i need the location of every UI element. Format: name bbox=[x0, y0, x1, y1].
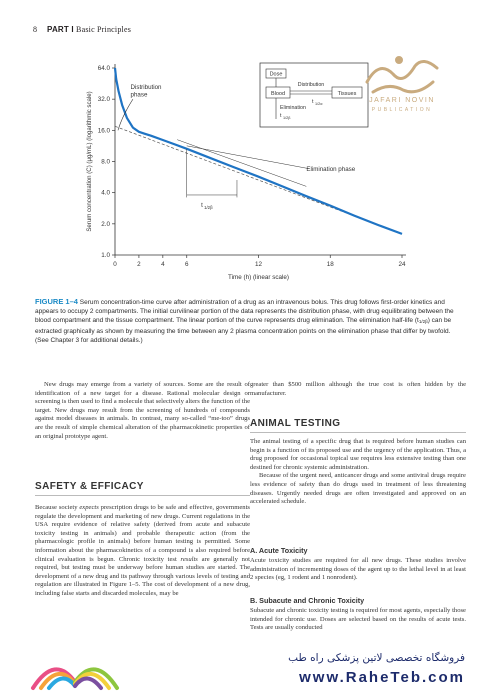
animal-testing-p2: Because of the urgent need, anticancer drugs and some antiviral drugs require less evidence of safety than do drugs used in treatment of less threatening diseases. Urgently needed drugs are often investigated and approved on an accelerated schedule. bbox=[250, 472, 466, 506]
x-axis-label: Time (h) (linear scale) bbox=[228, 274, 289, 281]
subacute-toxicity-text: Subacute and chronic toxicity testing is required for most agents, especially those intended for chronic use. Doses are selected based on the results of acute tests. Tests are usually conducted bbox=[250, 607, 466, 632]
distribution-inset-label: Distribution bbox=[297, 82, 325, 88]
distribution-t-label: t bbox=[312, 99, 314, 105]
acute-toxicity-heading: A. Acute Toxicity bbox=[250, 546, 308, 555]
animal-testing-p1: The animal testing of a specific drug that is required before human studies can begin is a function of its proposed use and the urgency of the application. Thus, a drug proposed for occasional topical use requires less extensive testing than one destined for chronic systemic administration. bbox=[250, 438, 466, 471]
watermark-logo-icon bbox=[359, 52, 445, 98]
y-tick-label: 1.0 bbox=[101, 252, 110, 259]
y-tick-label: 32.0 bbox=[97, 96, 110, 104]
safety-text-c: are generally not required, but testing must be underway before human studies are started. The development of a new drug and its pathway through various levels of testing and regulation are illustrated in Figure 1–5. The cost of development of a new drug, including false starts and discarded molecules, may be bbox=[35, 555, 250, 597]
safety-efficacy-heading: SAFETY & EFFICACY bbox=[35, 481, 250, 496]
tissues-label: Tissues bbox=[337, 91, 357, 97]
right-column-top bbox=[250, 381, 466, 398]
figure-caption bbox=[35, 297, 465, 345]
x-tick-label: 24 bbox=[398, 261, 406, 268]
page-number: 8 bbox=[33, 25, 37, 34]
distribution-t-subscript: 1/2α bbox=[315, 102, 323, 106]
y-axis-label: Serum concentration (C) (μg/mL) (logarithmic scale) bbox=[86, 91, 93, 232]
animal-testing-body bbox=[250, 438, 466, 507]
part-title: Basic Principles bbox=[76, 25, 132, 34]
watermark-publication: PUBLICATION bbox=[371, 107, 433, 113]
elimination-bracket bbox=[177, 140, 306, 187]
half-life-subscript: 1/2β bbox=[204, 205, 213, 211]
dose-label: Dose bbox=[269, 71, 283, 78]
y-tick-label: 2.0 bbox=[101, 220, 110, 228]
x-tick-label: 6 bbox=[184, 261, 189, 268]
caption-subscript: 1/2β bbox=[418, 319, 428, 325]
watermark-brand: JAFARI NOVIN bbox=[369, 97, 435, 104]
elimination-inset-label: Elimination bbox=[280, 105, 306, 111]
caption-text-1: Serum concentration-time curve after administration of a drug as an intravenous bolus. This drug follows first-order kinetics and appears to occupy 2 compartments. The initial curvilinear portion of the data represents the distribution phase, with drug equilibrating between the blood compartment and the tissue compartment. The linear portion of the curve represents drug elimination. The elimination half-life (t bbox=[35, 299, 454, 325]
safety-text-a: Because society bbox=[35, 504, 80, 511]
distribution-phase-label-1: Distribution bbox=[130, 84, 162, 92]
y-tick-label: 64.0 bbox=[97, 65, 110, 72]
part-label: PART I bbox=[47, 25, 74, 34]
blood-label: Blood bbox=[270, 91, 286, 97]
y-tick-label: 8.0 bbox=[101, 158, 110, 166]
elimination-t-subscript: 1/2β bbox=[283, 116, 291, 120]
running-head bbox=[47, 25, 131, 34]
x-tick-label: 12 bbox=[254, 261, 263, 268]
safety-text-b: prescription drugs to be safe and effective, governments regulate the development and marketing of new drugs. Current regulations in the USA require evidence of relative safety (derived from acute and subacute toxicity testing in animals) and probable therapeutic action (from the pharmacologic profile in animals) before human testing is permitted. Some information about the pharmacokinetics of a compound is also required before clinical evaluation is begun. Chronic toxicity test bbox=[35, 504, 250, 563]
half-life-label: t bbox=[201, 202, 203, 210]
left-column bbox=[35, 381, 250, 441]
elimination-t-label: t bbox=[280, 113, 282, 119]
figure-label: FIGURE 1–4 bbox=[35, 297, 78, 306]
safety-emphasis-results: results bbox=[180, 555, 198, 563]
y-tick-label: 16.0 bbox=[97, 127, 110, 135]
acute-toxicity-body bbox=[250, 557, 466, 583]
distribution-phase-label-2: phase bbox=[130, 91, 148, 99]
subacute-toxicity-body bbox=[250, 607, 466, 633]
watermark-persian-text: فروشگاه تخصصی لاتین پزشکی راه طب bbox=[288, 652, 465, 664]
intro-paragraph: New drugs may emerge from a variety of sources. Some are the result of identification of a new target for a disease. Rational molecular design or screening is then used to find a molecule that selectively alters the function of the target. New drugs may result from the screening of hundreds of compounds against model diseases in animals. In contrast, many so-called “me-too” drugs are the result of simple chemical alteration of the pharmacokinetic properties of an original prototype agent. bbox=[35, 381, 250, 440]
x-tick-label: 0 bbox=[113, 261, 117, 268]
cost-continuation: greater than $500 million although the true cost is often hidden by the manufacturer. bbox=[250, 381, 466, 397]
book-logo-icon bbox=[25, 648, 125, 694]
elimination-phase-label: Elimination phase bbox=[306, 165, 356, 173]
acute-toxicity-text: Acute toxicity studies are required for all new drugs. These studies involve administration of incrementing doses of the agent up to the lethal level in at least 2 species (eg, 1 rodent and 1 nonrodent). bbox=[250, 557, 466, 582]
x-tick-label: 18 bbox=[326, 261, 334, 268]
safety-paragraph bbox=[35, 504, 250, 599]
caption-text-2: ) can be extracted graphically as shown by measuring the time between any 2 plasma concentration points on the elimination phase that differ by twofold. (See Chapter 3 for additional details.) bbox=[35, 317, 452, 344]
y-tick-label: 4.0 bbox=[101, 189, 110, 197]
safety-emphasis-expects: expects bbox=[79, 504, 99, 511]
x-tick-label: 2 bbox=[137, 261, 141, 268]
subacute-toxicity-heading: B. Subacute and Chronic Toxicity bbox=[250, 596, 365, 605]
animal-testing-heading: ANIMAL TESTING bbox=[250, 418, 466, 433]
x-tick-label: 4 bbox=[161, 261, 165, 268]
watermark-url[interactable]: www.RaheTeb.com bbox=[299, 669, 465, 686]
